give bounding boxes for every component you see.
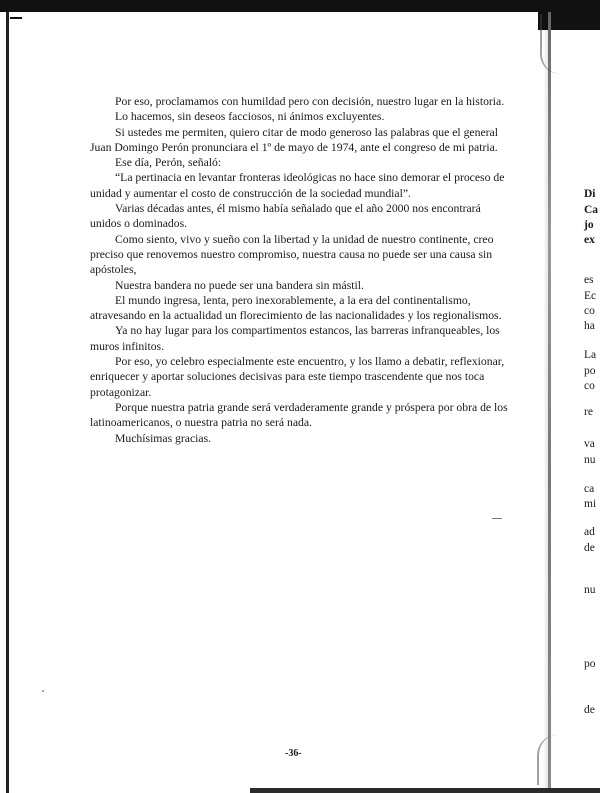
facing-page-fragment: Ca	[584, 204, 599, 216]
facing-page-fragment: de	[584, 542, 595, 554]
quotation-paragraph: “La pertinacia en levantar fronteras ideológicas no hace sino demorar el proceso de unidad y aumentar el costo de construcción de la sociedad mundial”.	[90, 171, 505, 200]
closing-line: Muchísimas gracias.	[115, 431, 212, 445]
paragraph: El mundo ingresa, lenta, pero inexorablemente, a la era del continentalismo, atravesando en la actualidad un florecimiento de las nacionalidades y los regionalismos.	[90, 293, 502, 323]
facing-page-fragment: va	[584, 438, 595, 450]
book-spine	[548, 12, 551, 788]
facing-page-fragment: nu	[584, 584, 596, 596]
paragraph: Por eso, yo celebro especialmente este encuentro, y los llamo a debatir, reflexionar, enriquecer y aportar soluciones decisivas para este tiempo trascendente que nos toca protagonizar.	[90, 355, 505, 399]
facing-page-fragment: ca	[584, 483, 595, 495]
facing-page-edge	[580, 0, 600, 793]
scan-top-border	[0, 0, 600, 12]
facing-page-fragment: Di	[584, 188, 596, 200]
facing-page-fragment: ad	[584, 526, 595, 538]
facing-page-fragment: ex	[584, 234, 595, 246]
paragraph: Ya no hay lugar para los compartimentos estancos, las barreras infranqueables, los muros infinitos.	[90, 324, 500, 353]
paragraph: Lo hacemos, sin deseos facciosos, ni ánimos excluyentes.	[115, 110, 385, 124]
scan-mark	[10, 17, 22, 19]
paragraph: Porque nuestra patria grande será verdaderamente grande y próspera por obra de los latinoamericanos, o nuestra patria no será nada.	[90, 400, 508, 430]
facing-page-fragment: Ec	[584, 290, 597, 302]
scan-artifact	[42, 690, 44, 692]
paragraph: Varias décadas antes, él mismo había señalado que el año 2000 nos encontrará unidos o dominados.	[90, 202, 481, 231]
facing-page-fragment: po	[584, 658, 596, 670]
scan-left-border	[6, 12, 9, 793]
scan-artifact	[492, 518, 502, 519]
facing-page-fragment: co	[584, 380, 595, 392]
facing-page-fragment: po	[584, 365, 596, 377]
body-text	[90, 94, 510, 446]
facing-page-fragment: re	[584, 406, 593, 418]
facing-page-fragment: co	[584, 305, 595, 317]
facing-page-fragment: es	[584, 274, 594, 286]
scan-bottom-border	[250, 788, 600, 793]
facing-page-fragment: jo	[584, 219, 594, 231]
facing-page-fragment: nu	[584, 454, 596, 466]
paragraph: Por eso, proclamamos con humildad pero con decisión, nuestro lugar en la historia.	[115, 95, 505, 108]
paragraph: Ese día, Perón, señaló:	[115, 156, 222, 170]
paragraph: Como siento, vivo y sueño con la libertad y la unidad de nuestro continente, creo preciso que renovemos nuestro compromiso, nuestra causa no puede ser una causa sin apóstoles,	[90, 232, 494, 277]
page-number: -36-	[285, 748, 302, 759]
facing-page-fragment: ha	[584, 320, 595, 332]
facing-page-fragment: mi	[584, 498, 597, 510]
paragraph: Nuestra bandera no puede ser una bandera sin mástil.	[115, 278, 364, 292]
page-curl-top	[540, 14, 562, 74]
facing-page-fragment: de	[584, 704, 595, 716]
page-curl-bottom	[537, 735, 557, 785]
paragraph: Si ustedes me permiten, quiero citar de modo generoso las palabras que el general Juan Domingo Perón pronunciara el 1º de mayo de 1974, ante el congreso de mi patria.	[90, 125, 498, 154]
facing-page-fragment: La	[584, 349, 597, 361]
